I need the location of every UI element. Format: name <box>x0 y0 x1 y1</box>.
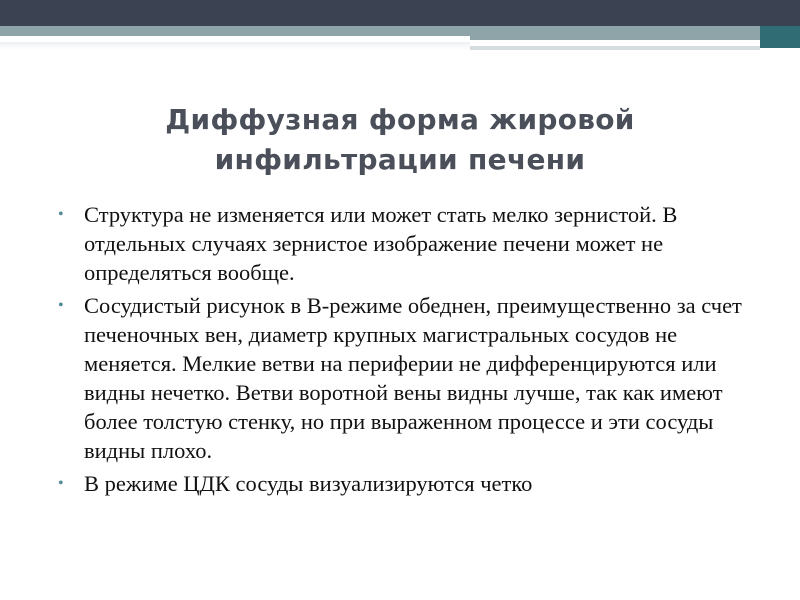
header-band-dark <box>0 0 800 26</box>
header-fade <box>0 42 470 50</box>
header-grey-strip <box>470 46 760 50</box>
slide-title-line-2: инфильтрации печени <box>214 143 586 176</box>
header-accent-block <box>760 26 800 48</box>
bullet-item-1 <box>58 200 758 287</box>
bullet-list <box>58 200 758 502</box>
bullet-dot-icon: • <box>58 206 64 223</box>
bullet-dot-icon: • <box>58 297 64 314</box>
bullet-item-3 <box>58 469 758 498</box>
bullet-item-2 <box>58 291 758 465</box>
slide-title <box>40 100 760 180</box>
bullet-text-3: В режиме ЦДК сосуды визуализируются четко <box>84 471 533 496</box>
slide-title-line-1: Диффузная форма жировой <box>165 103 635 136</box>
bullet-text-2: Сосудистый рисунок в В-режиме обеднен, преимущественно за счет печеночных вен, диаметр крупных магистральных сосудов не меняется. Мелкие ветви на периферии не дифференцируются или видны нечетко. Ветви воротной вены видны лучше, так как имеют более толстую стенку, но при выраженном процессе и эти сосуды видны плохо. <box>84 293 742 463</box>
bullet-text-1: Структура не изменяется или может стать мелко зернистой. В отдельных случаях зернистое изображение печени может не определяться вообще. <box>84 202 678 285</box>
bullet-dot-icon: • <box>58 475 64 492</box>
